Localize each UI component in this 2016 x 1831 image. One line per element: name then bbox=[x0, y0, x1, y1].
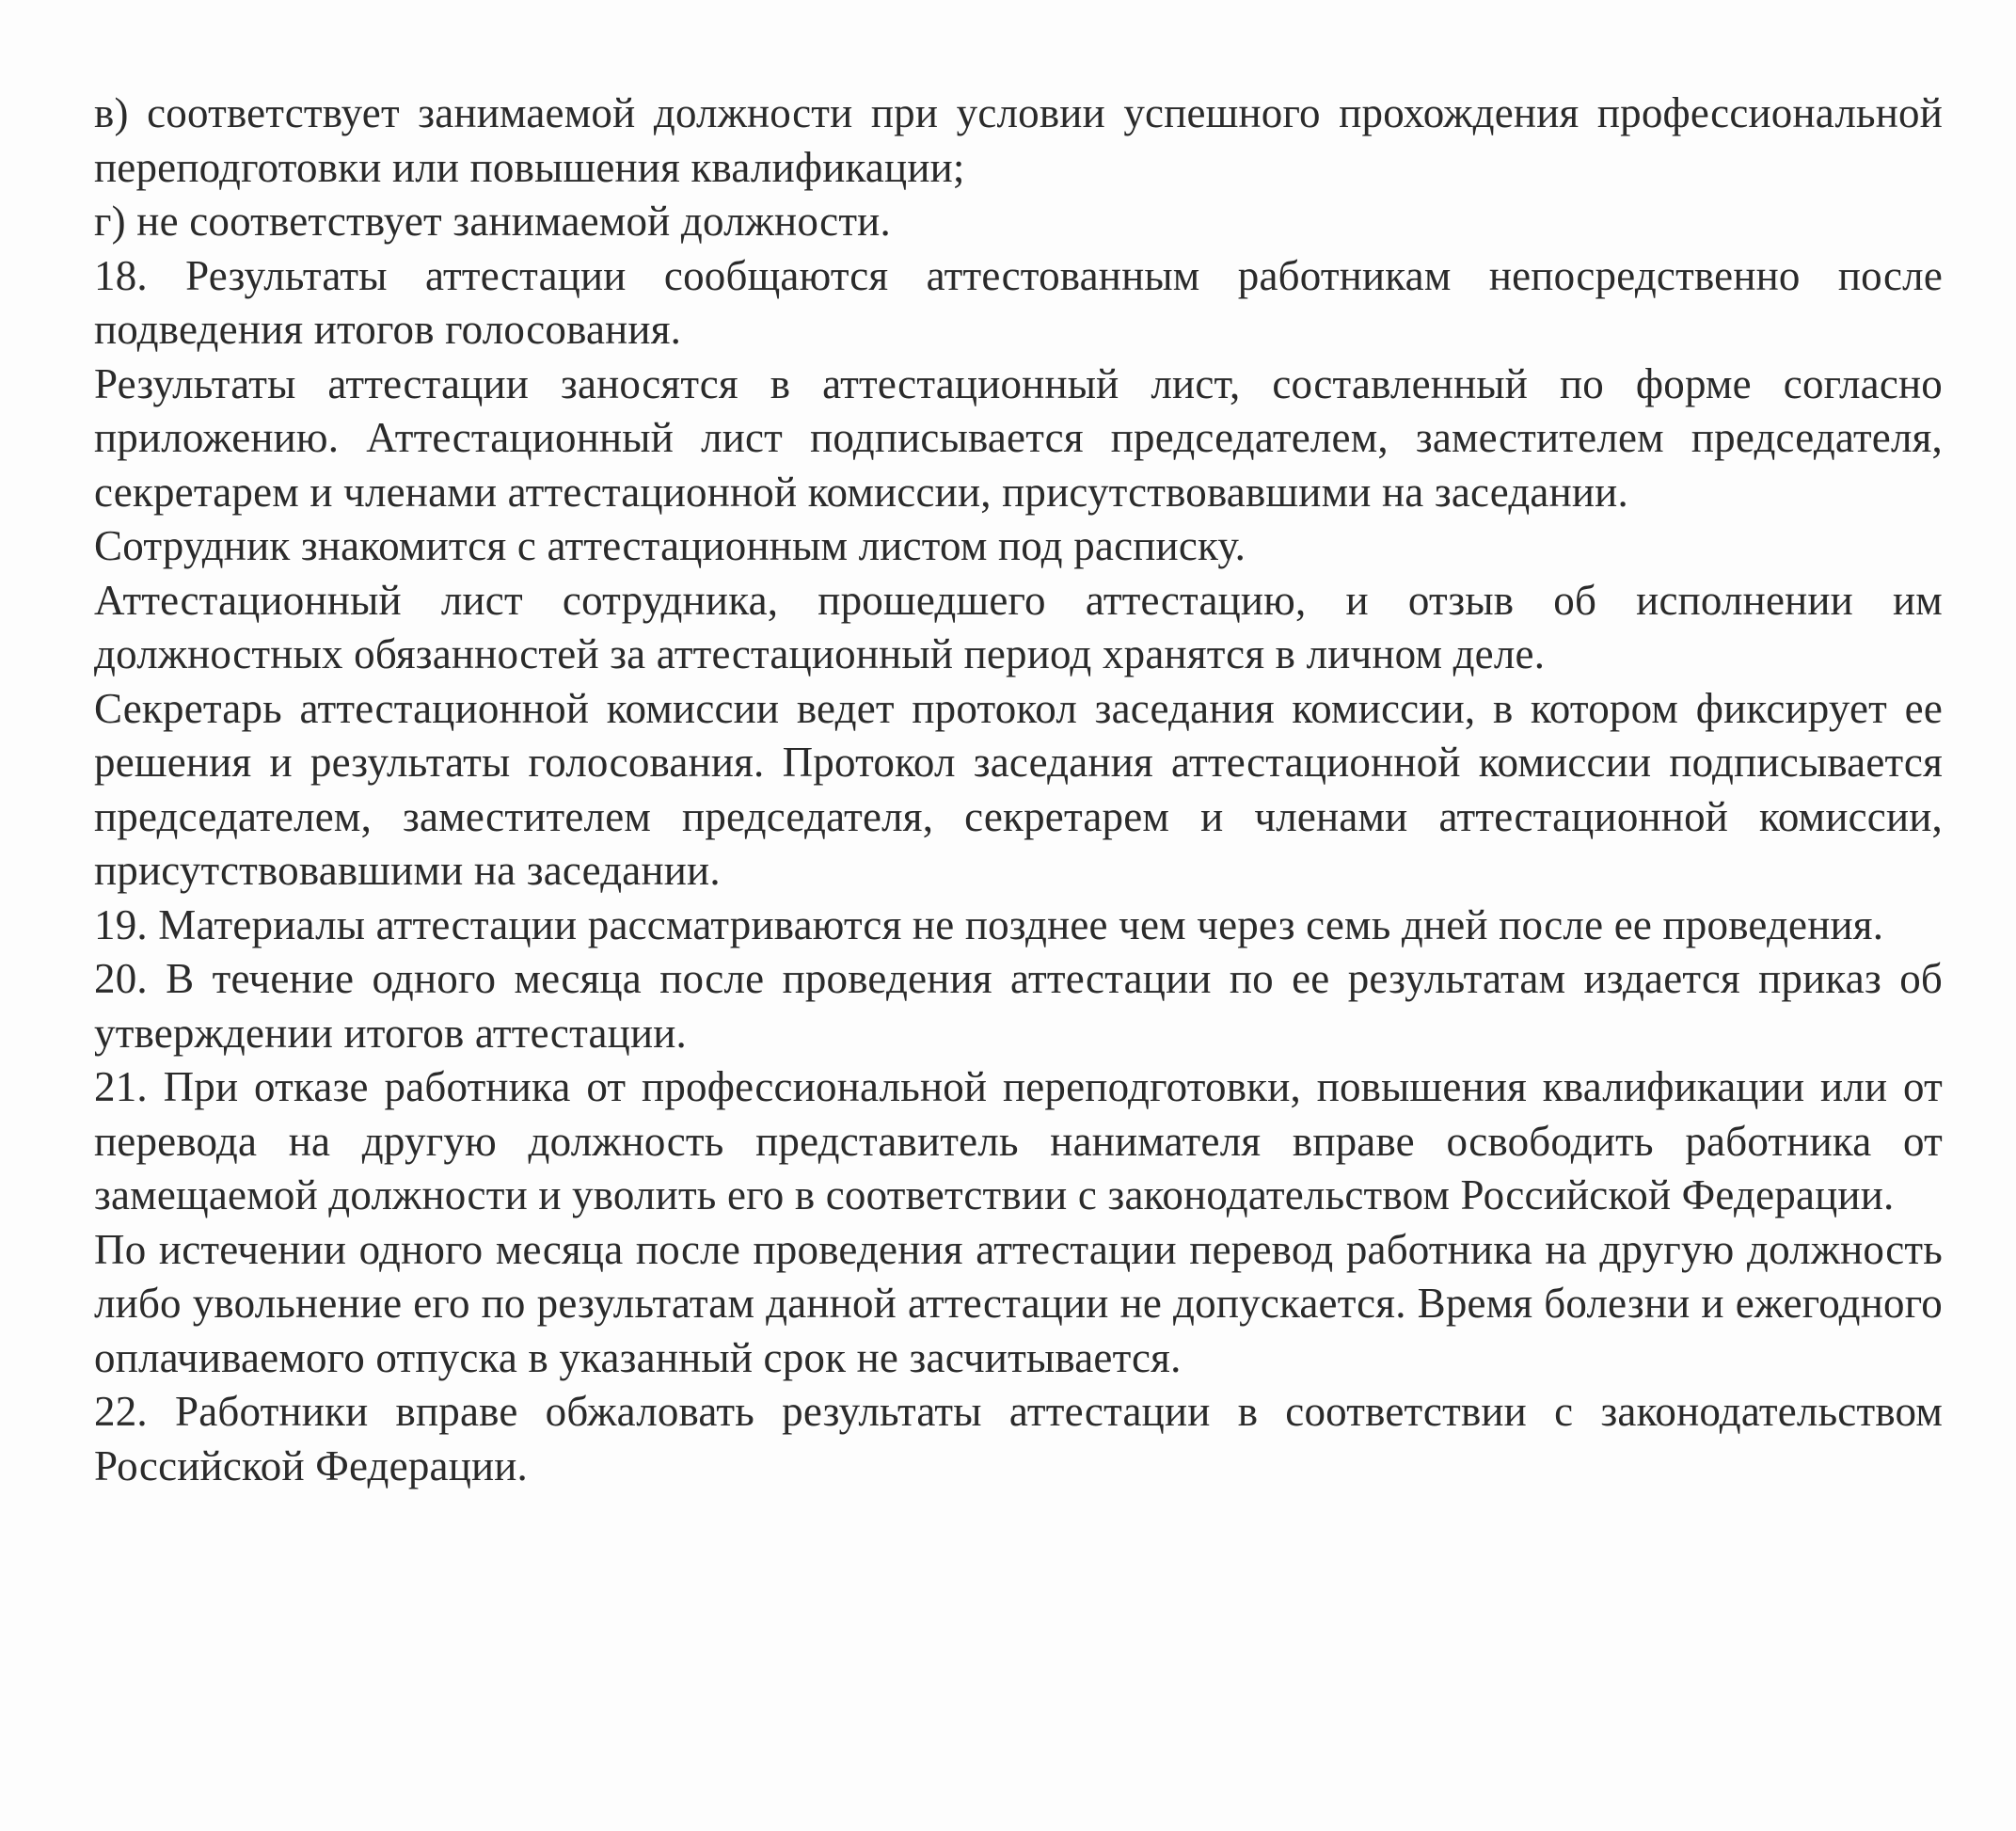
paragraph-22: 22. Работники вправе обжаловать результаты аттестации в соответствии с законодательством Российской Федерации. bbox=[94, 1388, 1943, 1489]
paragraph-item-v: в) соответствует занимаемой должности при условии успешного прохождения профессиональной переподготовки или повышения квалификации; bbox=[94, 89, 1943, 191]
paragraph-attestation-sheet: Результаты аттестации заносятся в аттестационный лист, составленный по форме согласно приложению. Аттестационный лист подписывается председателем, заместителем председателя, секретарем и членами аттестационной комиссии, присутствовавшими на заседании. bbox=[94, 359, 1943, 516]
paragraph-21: 21. При отказе работника от профессиональной переподготовки, повышения квалификации или от перевода на другую должность представитель нанимателя вправе освободить работника от замещаемой должности и уволить его в соответствии с законодательством Российской Федерации. bbox=[94, 1063, 1943, 1218]
paragraph-18: 18. Результаты аттестации сообщаются аттестованным работникам непосредственно после подведения итогов голосования. bbox=[94, 251, 1943, 353]
paragraph-personal-file: Аттестационный лист сотрудника, прошедшего аттестацию, и отзыв об исполнении им должностных обязанностей за аттестационный период хранятся в личном деле. bbox=[94, 576, 1943, 677]
paragraph-19: 19. Материалы аттестации рассматриваются не позднее чем через семь дней после ее проведения. bbox=[94, 900, 1884, 948]
paragraph-one-month: По истечении одного месяца после проведения аттестации перевод работника на другую должность либо увольнение его по результатам данной аттестации не допускается. Время болезни и ежегодного оплачиваемого отпуска в указанный срок не засчитывается. bbox=[94, 1225, 1943, 1381]
paragraph-20: 20. В течение одного месяца после проведения аттестации по ее результатам издается приказ об утверждении итогов аттестации. bbox=[94, 955, 1943, 1057]
paragraph-acquaintance: Сотрудник знакомится с аттестационным листом под расписку. bbox=[94, 522, 1246, 569]
paragraph-item-g: г) не соответствует занимаемой должности. bbox=[94, 198, 891, 245]
document-body bbox=[94, 87, 1943, 1493]
paragraph-secretary-protocol: Секретарь аттестационной комиссии ведет протокол заседания комиссии, в котором фиксирует ее решения и результаты голосования. Протокол заседания аттестационной комиссии подписывается председателем, заместителем председателя, секретарем и членами аттестационной комиссии, присутствовавшими на заседании. bbox=[94, 684, 1943, 894]
